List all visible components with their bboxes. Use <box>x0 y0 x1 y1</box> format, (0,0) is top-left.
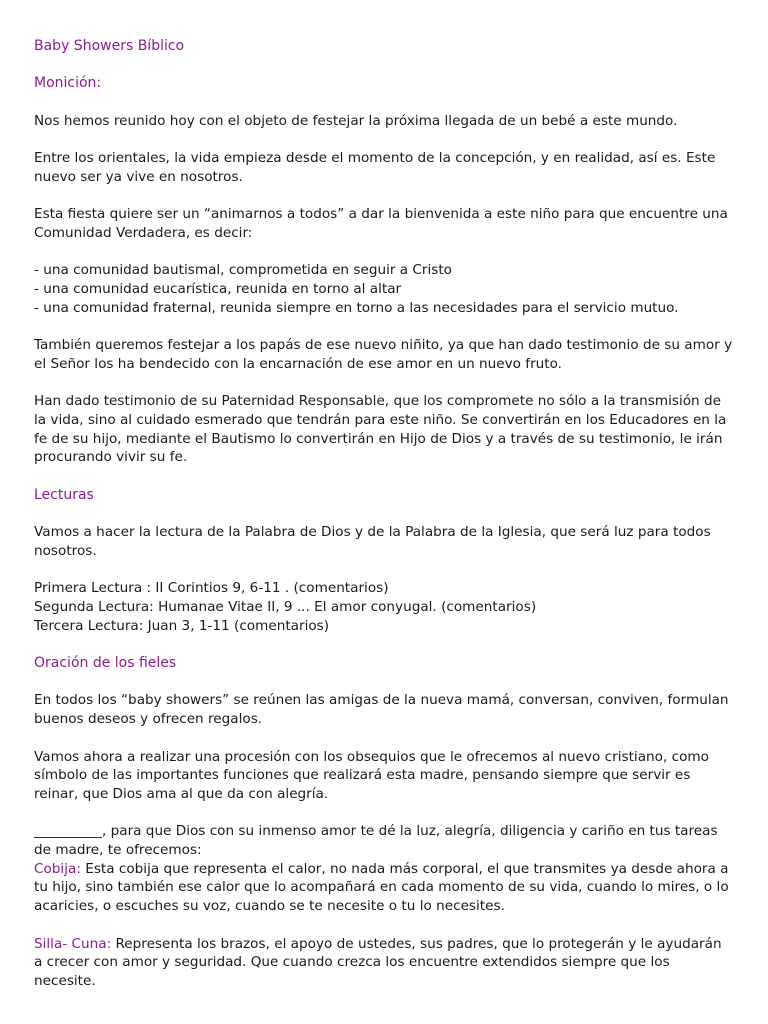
document-title: Baby Showers Bíblico <box>34 38 185 54</box>
silla-cuna-text: Representa los brazos, el apoyo de ustedes, sus padres, que lo protegerán y le ayudarán a crecer con amor y seguridad. Que cuando crezca los encuentre extendidos siempre que los necesite. <box>34 935 722 989</box>
section-heading-oracion: Oración de los fieles <box>34 655 177 672</box>
monicion-paragraph-5: Han dado testimonio de su Paternidad Responsable, que los compromete no sólo a la transmisión de la vida, sino al cuidado esmerado que tendrán para este niño. Se convertirán en los Educadores en la fe de su hijo, mediante el Bautismo lo convertirán en Hijo de Dios y a través de su testimonio, le irán procurando vivir su fe. <box>34 393 727 466</box>
section-heading-lecturas: Lecturas <box>34 486 94 503</box>
reading-item: Segunda Lectura: Humanae Vitae II, 9 ... El amor conyugal. (comentarios) <box>34 598 537 615</box>
list-item: - una comunidad bautismal, comprometida en seguir a Cristo <box>34 262 452 279</box>
reading-item: Tercera Lectura: Juan 3, 1-11 (comentarios) <box>34 617 330 634</box>
silla-cuna-term: Silla- Cuna: <box>34 935 112 952</box>
community-list <box>34 261 734 317</box>
cobija-text: Esta cobija que representa el calor, no nada más corporal, el que transmites ya desde ahora a tu hijo, sino también ese calor que lo acompañará en cada momento de su vida, cuando lo mires, o lo acaricies, o escuches su voz, cuando se te necesite o tu lo necesites. <box>34 860 729 915</box>
cobija-term: Cobija: <box>34 860 81 877</box>
cobija-paragraph <box>34 860 734 916</box>
oracion-paragraph-2: Vamos ahora a realizar una procesión con los obsequios que le ofrecemos al nuevo cristiano, como símbolo de las importantes funciones que realizará esta madre, pensando siempre que servir es reinar, que Dios ama al que da con alegría. <box>34 748 709 802</box>
readings-list <box>34 579 734 635</box>
document-body <box>34 37 734 1009</box>
monicion-paragraph-3: Esta fiesta quiere ser un “animarnos a todos” a dar la bienvenida a este niño para que encuentre una Comunidad Verdadera, es decir: <box>34 206 728 241</box>
lecturas-paragraph-1: Vamos a hacer la lectura de la Palabra de Dios y de la Palabra de la Iglesia, que será luz para todos nosotros. <box>34 524 711 559</box>
list-item: - una comunidad fraternal, reunida siempre en torno a las necesidades para el servicio mutuo. <box>34 299 679 316</box>
monicion-paragraph-2: Entre los orientales, la vida empieza desde el momento de la concepción, y en realidad, así es. Este nuevo ser ya vive en nosotros. <box>34 150 716 185</box>
section-heading-monicion: Monición: <box>34 75 102 92</box>
silla-cuna-paragraph <box>34 935 734 991</box>
list-item: - una comunidad eucarística, reunida en torno al altar <box>34 281 402 298</box>
monicion-paragraph-4: También queremos festejar a los papás de ese nuevo niñito, ya que han dado testimonio de su amor y el Señor los ha bendecido con la encarnación de ese amor en un nuevo fruto. <box>34 337 733 372</box>
monicion-paragraph-1: Nos hemos reunido hoy con el objeto de festejar la próxima llegada de un bebé a este mundo. <box>34 112 678 129</box>
reading-item: Primera Lectura : II Corintios 9, 6-11 . (comentarios) <box>34 580 389 597</box>
oracion-paragraph-1: En todos los “baby showers” se reúnen las amigas de la nueva mamá, conversan, conviven, formulan buenos deseos y ofrecen regalos. <box>34 692 729 728</box>
oracion-paragraph-3: __________, para que Dios con su inmenso amor te dé la luz, alegría, diligencia y cariño en tus tareas de madre, te ofrecemos: <box>34 823 718 859</box>
